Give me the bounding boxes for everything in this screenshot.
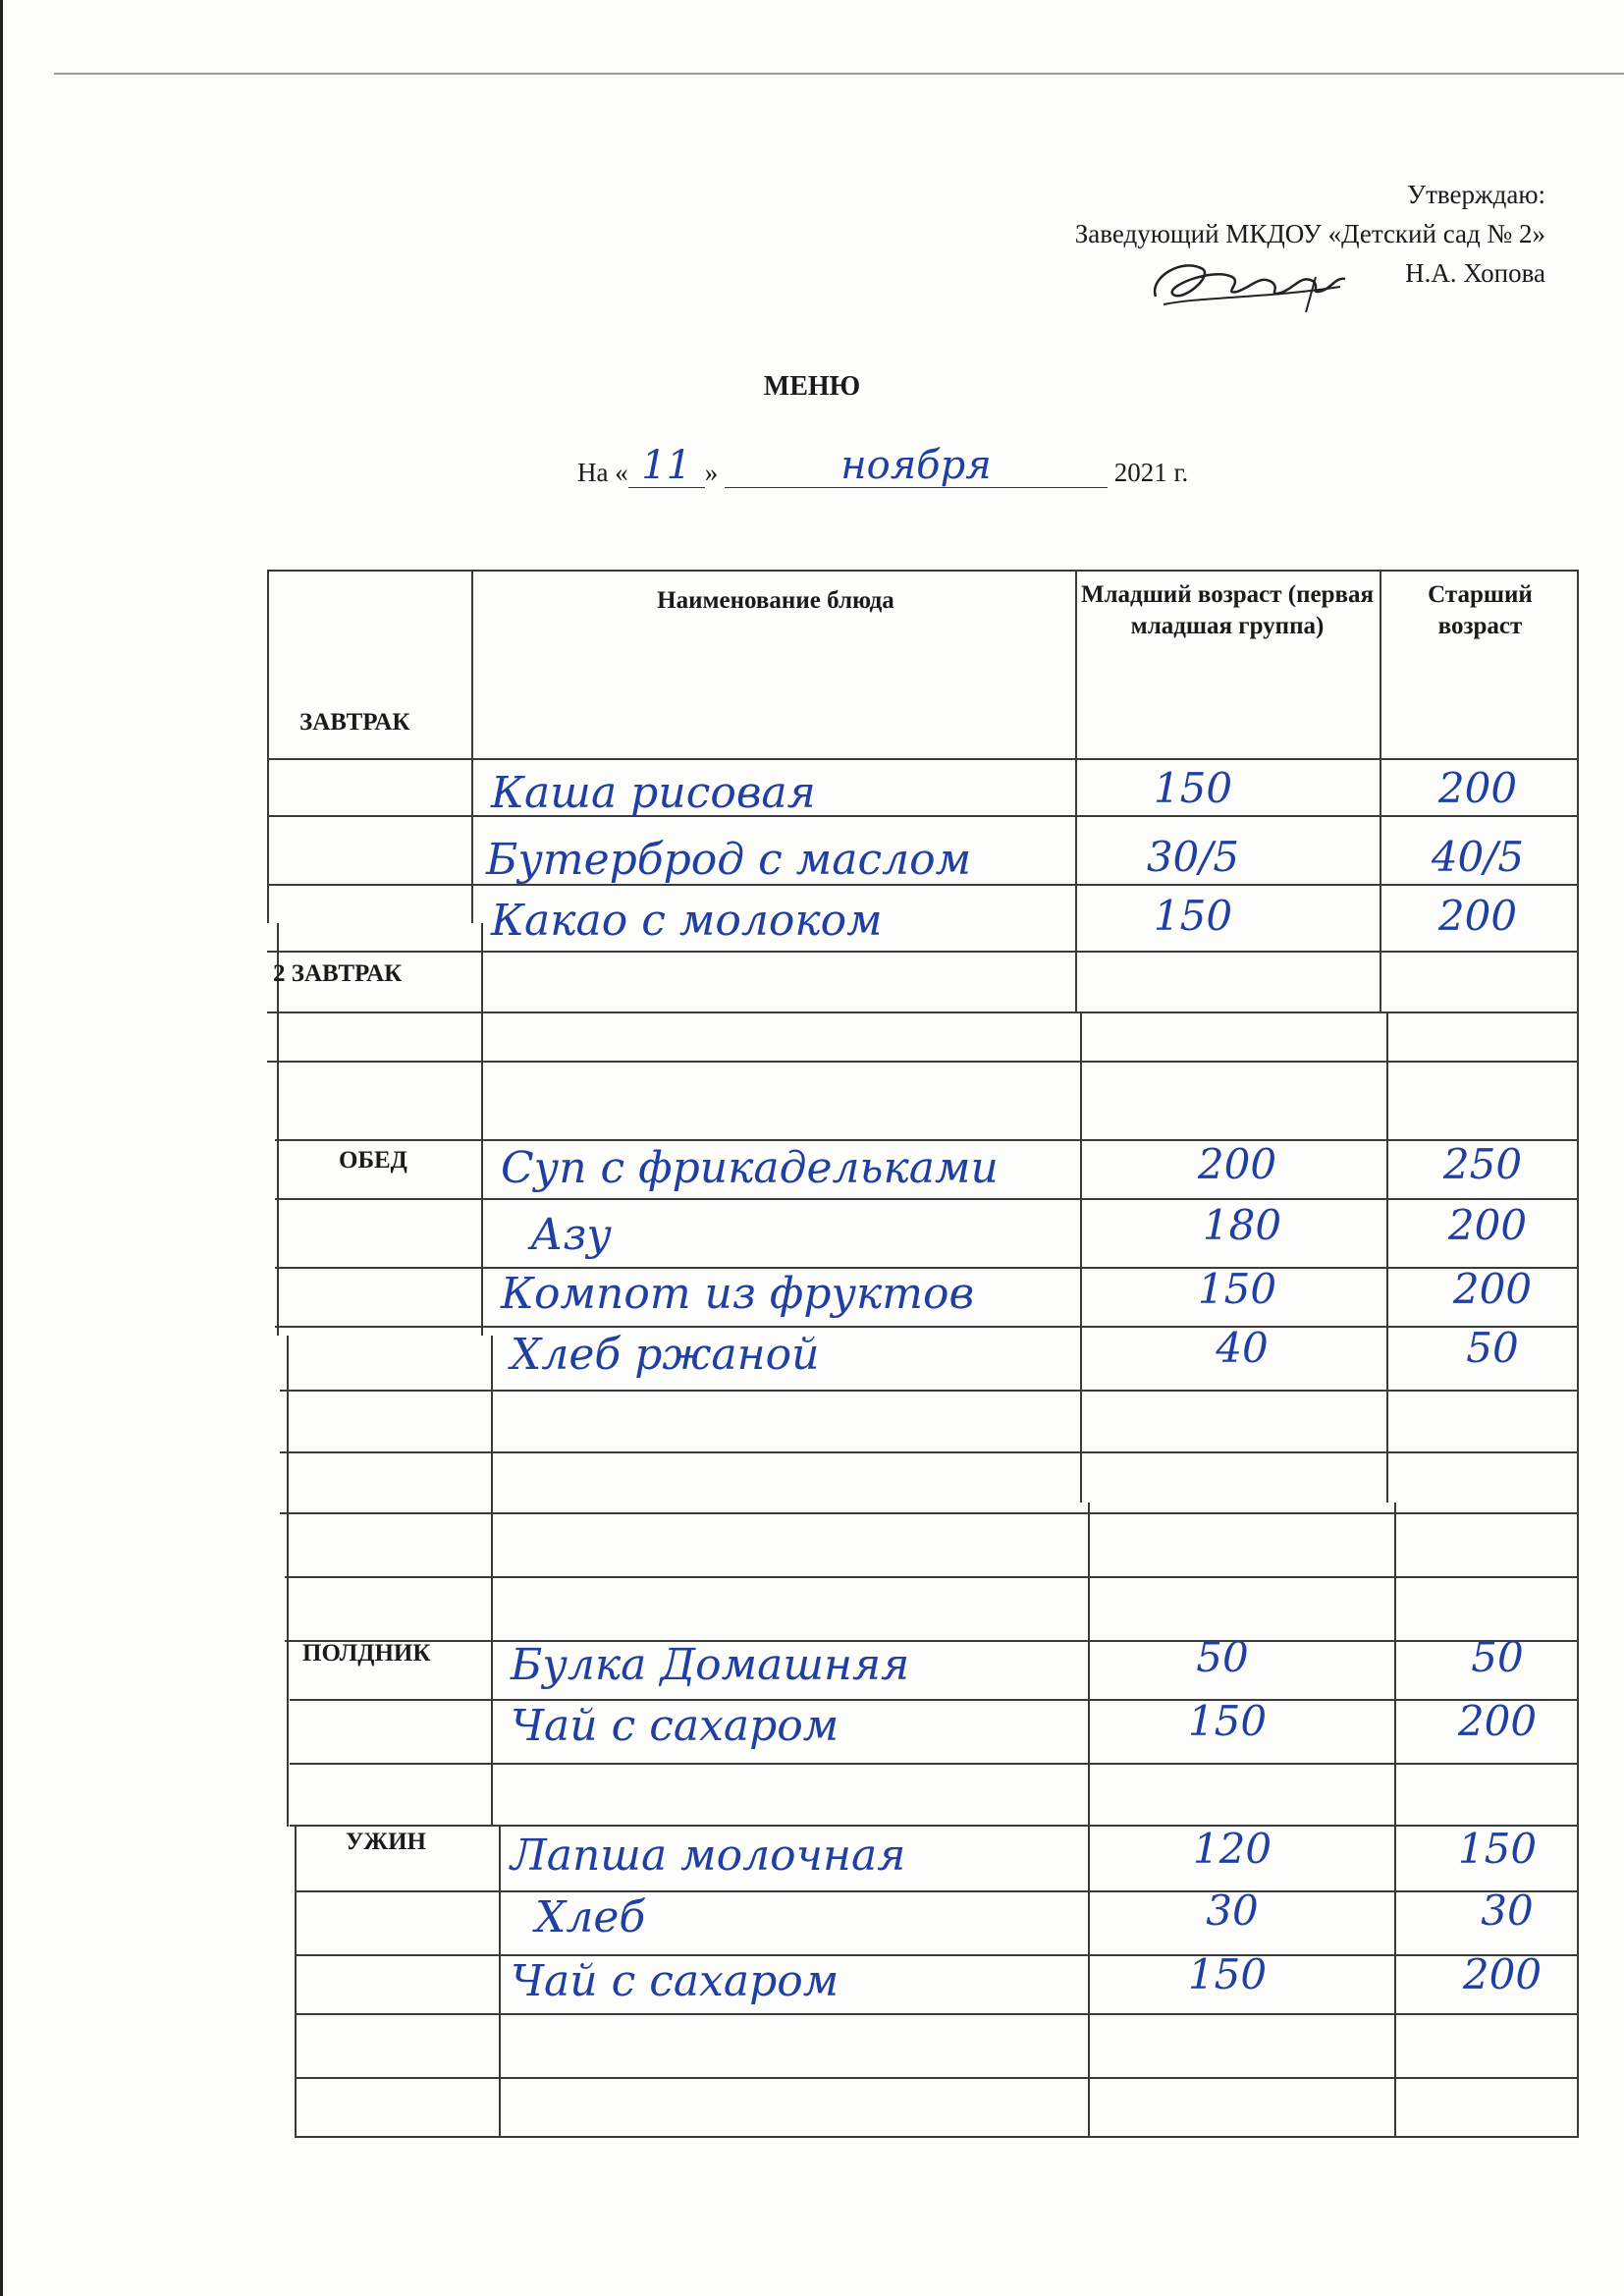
junior-r4: 200 [1197,1140,1277,1188]
junior-r10: 120 [1192,1825,1272,1873]
junior-r3: 150 [1153,892,1233,940]
dish-r10: Лапша молочная [511,1831,906,1881]
dish-r2: Бутерброд с маслом [486,835,972,885]
date-quote-close: » [704,458,719,487]
junior-r6: 150 [1197,1265,1277,1313]
dish-r12: Чай с сахаром [511,1956,839,2006]
section-breakfast: ЗАВТРАК [299,709,410,736]
section-dinner: УЖИН [346,1829,426,1855]
dish-r8: Булка Домашняя [511,1640,910,1690]
junior-r12: 150 [1187,1950,1268,1998]
date-prefix: На « [577,458,628,487]
senior-r10: 150 [1457,1825,1538,1873]
signature-icon [1144,247,1350,316]
dish-r7: Хлеб ржаной [511,1330,820,1380]
approval-name: Н.А. Хопова [1405,258,1545,288]
senior-r3: 200 [1437,892,1518,940]
junior-r8: 50 [1196,1633,1249,1681]
page-title: МЕНЮ [763,371,861,402]
dish-r5: Азу [530,1210,612,1260]
dish-r9: Чай с сахаром [511,1701,839,1751]
header-senior: Старший возраст [1428,581,1533,639]
dish-r1: Каша рисовая [491,768,816,818]
dish-r3: Какао с молоком [491,896,883,946]
approval-title: Утверждаю: [1406,180,1545,209]
junior-r9: 150 [1187,1697,1268,1745]
senior-r1: 200 [1437,764,1518,812]
senior-r7: 50 [1466,1324,1519,1372]
senior-r4: 250 [1442,1140,1523,1188]
date-line [577,444,1188,488]
junior-r2: 30/5 [1146,833,1240,881]
senior-r2: 40/5 [1431,833,1525,881]
senior-r5: 200 [1447,1201,1528,1249]
senior-r8: 50 [1471,1633,1524,1681]
section-snack: ПОЛДНИК [302,1640,431,1667]
dish-r4: Суп с фрикадельками [501,1143,999,1193]
junior-r1: 150 [1153,764,1233,812]
header-junior: Младший возраст (первая младшая группа) [1080,581,1375,639]
senior-r9: 200 [1457,1697,1538,1745]
date-year: 2021 г. [1113,458,1189,487]
section-breakfast2: 2 ЗАВТРАК [273,960,403,987]
approval-position: Заведующий МКДОУ «Детский сад № 2» [1074,219,1545,248]
junior-r5: 180 [1202,1201,1282,1249]
header-dish: Наименование блюда [657,587,894,614]
senior-r11: 30 [1481,1886,1534,1935]
dish-r11: Хлеб [535,1892,646,1942]
junior-r7: 40 [1216,1324,1269,1372]
senior-r12: 200 [1462,1950,1543,1998]
date-day: 11 [641,443,692,488]
junior-r11: 30 [1206,1886,1259,1935]
top-rule [54,73,1624,75]
date-month: ноября [840,443,992,488]
dish-r6: Компот из фруктов [501,1269,975,1319]
scan-edge [0,0,3,2296]
section-lunch: ОБЕД [339,1147,407,1174]
senior-r6: 200 [1452,1265,1533,1313]
